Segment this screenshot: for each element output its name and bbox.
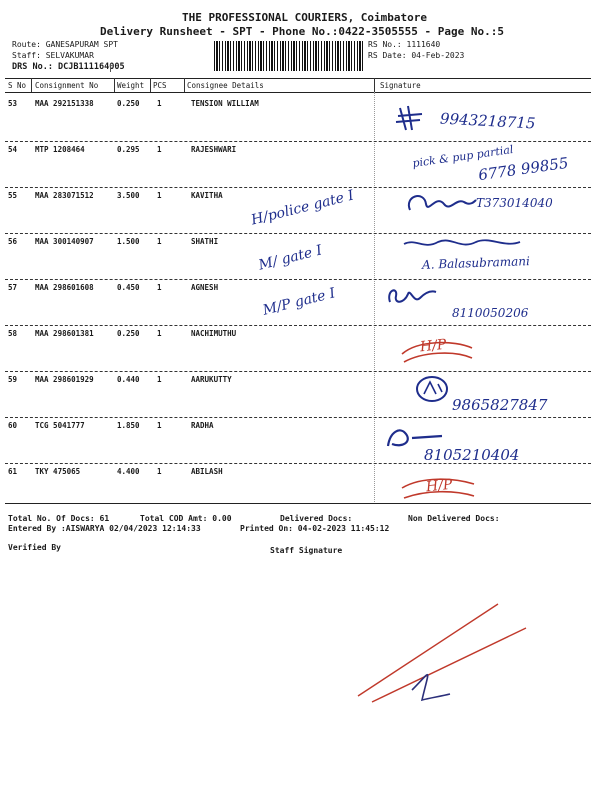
row-consignee: RAJESHWARI [191,145,237,154]
row-pcs: 1 [157,329,162,338]
row-sno: 60 [8,421,18,430]
row-separator [5,279,591,280]
row-consignee: RADHA [191,421,214,430]
cod-amount: Total COD Amt: 0.00 [140,514,232,523]
row-sno: 54 [8,145,18,154]
row-consignee: KAVITHA [191,191,223,200]
row-consignment-no: MAA 292151338 [35,99,94,108]
row-consignment-no: MAA 298601608 [35,283,94,292]
row-sno: 59 [8,375,18,384]
row-weight: 0.250 [117,99,140,108]
col-divider [31,78,32,92]
row-sno: 53 [8,99,18,108]
row-sno: 57 [8,283,18,292]
entered-by: Entered By :AISWARYA 02/04/2023 12:14:33 [8,524,201,533]
handwritten-phone: 8105210404 [424,446,520,464]
handwritten-phone: 9943218715 [439,109,536,133]
row-weight: 0.450 [117,283,140,292]
runsheet-title: Delivery Runsheet - SPT - Phone No.:0422-3505555 - Page No.:5 [100,25,504,38]
row-consignment-no: MTP 1208464 [35,145,85,154]
row-consignee: TENSION WILLIAM [191,99,259,108]
staff-signature-label: Staff Signature [270,546,343,555]
row-pcs: 1 [157,191,162,200]
handwritten-note: pick & pup partial [411,142,515,171]
handwritten-note: M/P gate I [261,285,337,319]
row-pcs: 1 [157,145,162,154]
company-title: THE PROFESSIONAL COURIERS, Coimbatore [182,11,428,24]
row-consignee: ABILASH [191,467,223,476]
row-sno: 61 [8,467,18,476]
rs-date: RS Date: 04-Feb-2023 [368,51,465,60]
handwritten-mark: H/P [425,476,454,496]
handwritten-note: M/ gate I [257,242,324,274]
row-weight: 3.500 [117,191,140,200]
table-bottom-rule [5,503,591,504]
printed-on: Printed On: 04-02-2023 11:45:12 [240,524,390,533]
col-divider [184,78,185,92]
total-docs: Total No. Of Docs: 61 [8,514,110,523]
handwritten-phone: 9865827847 [452,396,548,414]
row-pcs: 1 [157,421,162,430]
col-header-consignment: Consignment No [35,81,99,90]
col-header-consignee: Consignee Details [187,81,264,90]
barcode-image [214,41,364,71]
delivered-docs: Delivered Docs: [280,514,353,523]
row-weight: 0.440 [117,375,140,384]
row-pcs: 1 [157,283,162,292]
col-header-sno: S No [8,81,27,90]
row-consignment-no: MAA 298601381 [35,329,94,338]
row-consignee: NACHIMUTHU [191,329,237,338]
barcode-stub [110,64,117,72]
red-pen-strokes [350,600,530,710]
row-weight: 1.500 [117,237,140,246]
col-header-signature: Signature [380,81,421,90]
col-header-pcs: PCS [153,81,167,90]
row-sno: 55 [8,191,18,200]
row-weight: 4.400 [117,467,140,476]
col-header-weight: Weight [117,81,145,90]
row-separator [5,325,591,326]
non-delivered-docs: Non Delivered Docs: [408,514,500,523]
row-consignment-no: MAA 283071512 [35,191,94,200]
row-consignment-no: TCG 5041777 [35,421,85,430]
staff-label: Staff: SELVAKUMAR [12,51,94,60]
row-separator [5,187,591,188]
row-separator [5,141,591,142]
row-sno: 56 [8,237,18,246]
row-separator [5,233,591,234]
table-head-rule [5,92,591,93]
signature-divider [374,92,375,502]
verified-by-label: Verified By [8,543,61,552]
route-label: Route: GANESAPURAM SPT [12,40,118,49]
handwritten-mark: H/P [419,336,448,356]
row-pcs: 1 [157,99,162,108]
row-weight: 0.250 [117,329,140,338]
drs-number: DRS No.: DCJB111164005 [12,62,125,72]
row-sno: 58 [8,329,18,338]
handwritten-phone: 6778 99855 [477,153,570,185]
handwritten-note: H/police gate I [249,187,356,229]
signature-scribble [414,374,450,404]
row-consignment-no: TKY 475065 [35,467,81,476]
row-weight: 0.295 [117,145,140,154]
signature-scribble [400,238,524,250]
handwritten-name: A. Balasubramani [421,254,531,272]
row-pcs: 1 [157,237,162,246]
row-separator [5,371,591,372]
rs-number: RS No.: 1111640 [368,40,441,49]
row-consignee: AGNESH [191,283,219,292]
handwritten-phone: T373014040 [476,196,553,210]
row-consignment-no: MAA 298601929 [35,375,94,384]
row-consignee: SHATHI [191,237,219,246]
row-pcs: 1 [157,375,162,384]
col-divider [114,78,115,92]
initials-scribble [396,104,426,132]
row-pcs: 1 [157,467,162,476]
col-divider [374,78,375,92]
row-consignee: AARUKUTTY [191,375,232,384]
row-weight: 1.850 [117,421,140,430]
table-top-rule [5,78,591,79]
signature-scribble [384,284,440,308]
col-divider [150,78,151,92]
handwritten-phone: 8110050206 [452,306,529,320]
signature-scribble [404,190,476,218]
row-consignment-no: MAA 300140907 [35,237,94,246]
row-separator [5,417,591,418]
